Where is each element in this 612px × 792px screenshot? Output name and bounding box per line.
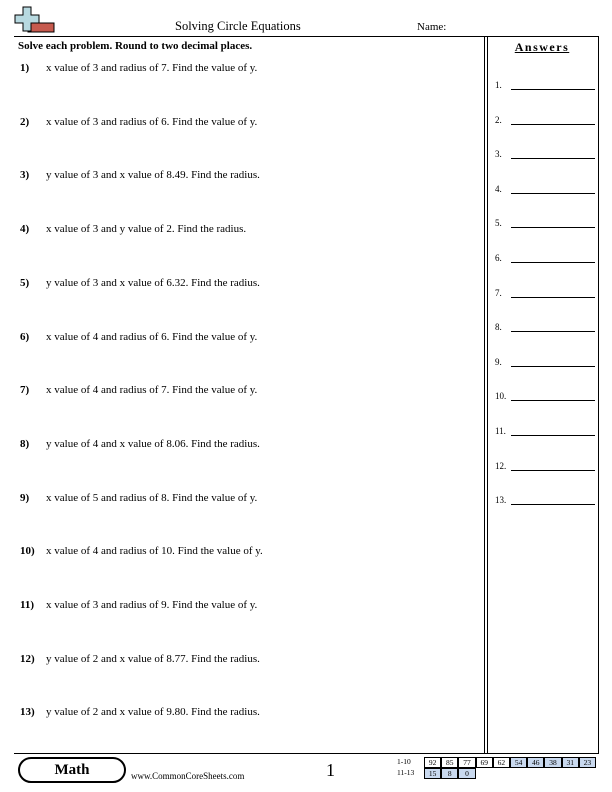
answer-slot[interactable] — [495, 180, 595, 194]
problem-number: 3) — [20, 169, 30, 182]
answer-line[interactable] — [511, 504, 595, 505]
answer-number: 10. — [495, 391, 507, 402]
problem-text: y value of 2 and x value of 9.80. Find the radius. — [46, 706, 260, 719]
footer-divider — [14, 753, 599, 754]
problem-text: x value of 5 and radius of 8. Find the value of y. — [46, 491, 258, 504]
answer-number: 11. — [495, 426, 506, 436]
answer-number: 1. — [495, 80, 502, 90]
answer-slot[interactable] — [495, 111, 595, 125]
answer-line[interactable] — [511, 124, 595, 125]
score-cell: 8 — [441, 768, 458, 779]
problem-item — [20, 331, 257, 347]
answer-number: 8. — [495, 322, 502, 333]
score-cell: 15 — [424, 768, 441, 779]
score-cell: 85 — [441, 757, 458, 768]
problem-text: x value of 3 and radius of 9. Find the value of y. — [46, 599, 258, 611]
name-label: Name: — [417, 21, 447, 33]
answer-number: 7. — [495, 287, 502, 298]
problem-number: 13) — [20, 706, 35, 719]
problem-text: x value of 3 and radius of 6. Find the value of y. — [46, 115, 258, 128]
problem-item — [20, 706, 260, 722]
problem-text: y value of 4 and x value of 8.06. Find the radius. — [46, 437, 260, 450]
score-cell: 77 — [458, 757, 475, 768]
score-cell: 46 — [527, 757, 544, 768]
answer-slot[interactable] — [495, 214, 595, 228]
problem-text: x value of 4 and radius of 6. Find the value of y. — [46, 330, 258, 343]
answer-line[interactable] — [511, 400, 595, 401]
problem-number: 1) — [20, 62, 30, 74]
answer-line[interactable] — [511, 470, 595, 471]
problem-text: x value of 3 and y value of 2. Find the radius. — [46, 223, 247, 236]
problem-number: 7) — [20, 384, 30, 397]
score-cell: 54 — [510, 757, 527, 768]
math-badge-label: Math — [54, 762, 90, 778]
answer-line[interactable] — [511, 89, 595, 90]
problem-number: 4) — [20, 223, 30, 236]
page-title: Solving Circle Equations — [175, 19, 301, 33]
score-cell: 62 — [493, 757, 510, 768]
answer-number: 3. — [495, 149, 502, 160]
score-row-label: 1-10 — [397, 757, 411, 766]
answer-slot[interactable] — [495, 387, 595, 401]
problem-item — [20, 169, 260, 185]
website-url: www.CommonCoreSheets.com — [131, 771, 245, 781]
score-cell: 92 — [424, 757, 441, 768]
math-badge — [18, 757, 126, 783]
answer-slot[interactable] — [495, 145, 595, 159]
answer-slot[interactable] — [495, 284, 595, 298]
answer-line[interactable] — [511, 297, 595, 298]
answer-number: 5. — [495, 218, 502, 229]
problem-number: 11) — [20, 599, 35, 611]
problem-item — [20, 545, 263, 561]
column-divider — [487, 36, 488, 753]
problem-item — [20, 653, 260, 669]
problem-text: x value of 4 and radius of 7. Find the value of y. — [46, 384, 258, 397]
answer-slot[interactable] — [495, 76, 595, 90]
answer-number: 12. — [495, 460, 507, 471]
problem-item — [20, 438, 260, 454]
answer-slot[interactable] — [495, 457, 595, 471]
problem-item — [20, 492, 257, 508]
answer-line[interactable] — [511, 227, 595, 228]
answer-number: 9. — [495, 356, 502, 367]
answer-line[interactable] — [511, 158, 595, 159]
answer-line[interactable] — [511, 262, 595, 263]
problem-number: 12) — [20, 652, 35, 665]
logo-icon — [14, 6, 68, 38]
instructions: Solve each problem. Round to two decimal places. — [18, 40, 253, 52]
page-number: 1 — [326, 760, 335, 780]
problem-number: 2) — [20, 115, 30, 128]
score-cell: 0 — [458, 768, 475, 779]
right-border — [598, 36, 599, 753]
score-cell: 31 — [562, 757, 579, 768]
problem-text: x value of 4 and radius of 10. Find the value of y. — [46, 545, 263, 558]
answer-slot[interactable] — [495, 422, 595, 436]
problem-item — [20, 116, 257, 132]
answer-number: 6. — [495, 253, 502, 263]
problem-text: y value of 3 and x value of 8.49. Find the radius. — [46, 169, 260, 182]
score-row-label: 11-13 — [397, 768, 415, 777]
problem-text: y value of 3 and x value of 6.32. Find the radius. — [46, 276, 260, 289]
answer-slot[interactable] — [495, 491, 595, 505]
answer-number: 13. — [495, 495, 507, 506]
answer-slot[interactable] — [495, 249, 595, 263]
score-cell: 69 — [476, 757, 493, 768]
problem-number: 5) — [20, 276, 30, 289]
problem-item — [20, 223, 246, 239]
answer-line[interactable] — [511, 331, 595, 332]
score-cell: 23 — [579, 757, 596, 768]
answer-line[interactable] — [511, 366, 595, 367]
problem-number: 9) — [20, 491, 30, 504]
answer-number: 4. — [495, 183, 502, 194]
problem-item — [20, 384, 257, 400]
problem-item — [20, 277, 260, 293]
problem-item — [20, 62, 257, 78]
problem-item — [20, 599, 257, 615]
answers-title: Answers — [514, 40, 570, 54]
answer-slot[interactable] — [495, 353, 595, 367]
answer-line[interactable] — [511, 435, 595, 436]
column-divider — [484, 36, 485, 753]
problem-text: y value of 2 and x value of 8.77. Find the radius. — [46, 652, 260, 665]
problem-number: 10) — [20, 545, 35, 558]
score-cell: 38 — [544, 757, 561, 768]
header-divider — [14, 36, 599, 37]
answer-line[interactable] — [511, 193, 595, 194]
problem-text: x value of 3 and radius of 7. Find the value of y. — [46, 62, 258, 74]
answer-number: 2. — [495, 114, 502, 125]
answer-slot[interactable] — [495, 318, 595, 332]
problem-number: 8) — [20, 437, 30, 450]
problem-number: 6) — [20, 330, 30, 343]
